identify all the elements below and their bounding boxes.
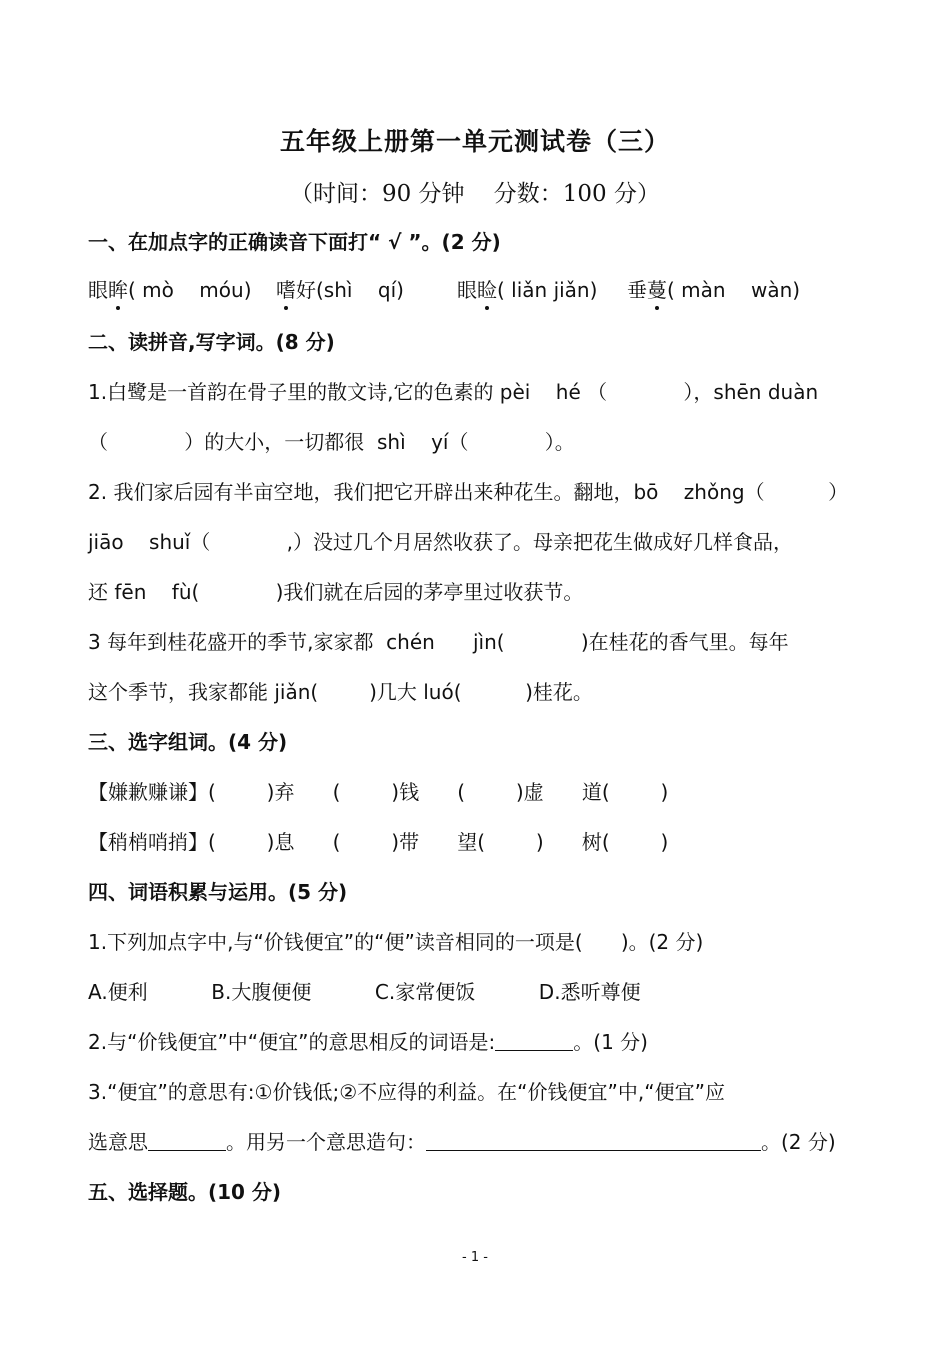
dotted-char: 睑 xyxy=(477,278,497,302)
section-2-heading: 二、读拼音,写字词。(8 分) xyxy=(88,330,335,354)
s2-line-2: （ ）的大小，一切都很 shì yí（ ）。 xyxy=(88,430,575,454)
exam-title: 五年级上册第一单元测试卷（三） xyxy=(279,127,670,156)
section-1-heading: 一、在加点字的正确读音下面打“ √ ”。(2 分) xyxy=(88,230,501,254)
section-5-heading: 五、选择题。(10 分) xyxy=(88,1180,282,1204)
s2-line-6: 3 每年到桂花盛开的季节,家家都 chén jìn( )在桂花的香气里。每年 xyxy=(88,630,789,654)
s2-line-1: 1.白鹭是一首韵在骨子里的散文诗,它的色素的 pèi hé （ ），shēn duàn xyxy=(88,380,819,404)
dotted-char: 嗜 xyxy=(276,278,296,302)
s1-item-3: 眼睑( liǎn jiǎn) xyxy=(457,278,598,302)
section-3-heading: 三、选字组词。(4 分) xyxy=(88,730,288,754)
answer-blank[interactable] xyxy=(495,1030,573,1051)
answer-blank[interactable] xyxy=(148,1130,226,1151)
s4-question-3-line-2: 选意思 。用另一个意思造句： 。(2 分) xyxy=(88,1130,836,1154)
s2-line-3: 2. 我们家后园有半亩空地，我们把它开辟出来种花生。翻地，bō zhǒng（ ） xyxy=(88,480,849,504)
s4-options: A.便利 B.大腹便便 C.家常便饭 D.悉听尊便 xyxy=(88,980,641,1004)
s3-line-1: 【嫌歉赚谦】( )弃 ( )钱 ( )虚 道( ) xyxy=(88,780,669,804)
s2-line-4: jiāo shuǐ（ ,）没过几个月居然收获了。母亲把花生做成好几样食品， xyxy=(88,530,794,554)
s4-question-2: 2.与“价钱便宜”中“便宜”的意思相反的词语是: 。(1 分) xyxy=(88,1030,648,1054)
dotted-char: 眸 xyxy=(108,278,128,302)
s1-item-4: 垂蔓( màn wàn) xyxy=(627,278,801,302)
dotted-char: 蔓 xyxy=(647,278,667,302)
s3-line-2: 【稍梢哨捎】( )息 ( )带 望( ) 树( ) xyxy=(88,830,669,854)
s1-item-2: 嗜好(shì qí) xyxy=(276,278,404,302)
s2-line-5: 还 fēn fù( )我们就在后园的茅亭里过收获节。 xyxy=(88,580,584,604)
exam-subtitle: （时间：90 分钟 分数：100 分） xyxy=(289,181,661,207)
s4-question-1: 1.下列加点字中,与“价钱便宜”的“便”读音相同的一项是( )。(2 分) xyxy=(88,930,704,954)
page-number: - 1 - xyxy=(462,1250,488,1265)
sentence-blank[interactable] xyxy=(426,1130,761,1151)
s1-item-1: 眼眸( mò móu) xyxy=(88,278,252,302)
section-4-heading: 四、词语积累与运用。(5 分) xyxy=(88,880,348,904)
s2-line-7: 这个季节，我家都能 jiǎn( )几大 luó( )桂花。 xyxy=(88,680,593,704)
s4-question-3-line-1: 3.“便宜”的意思有:①价钱低;②不应得的利益。在“价钱便宜”中,“便宜”应 xyxy=(88,1080,725,1104)
